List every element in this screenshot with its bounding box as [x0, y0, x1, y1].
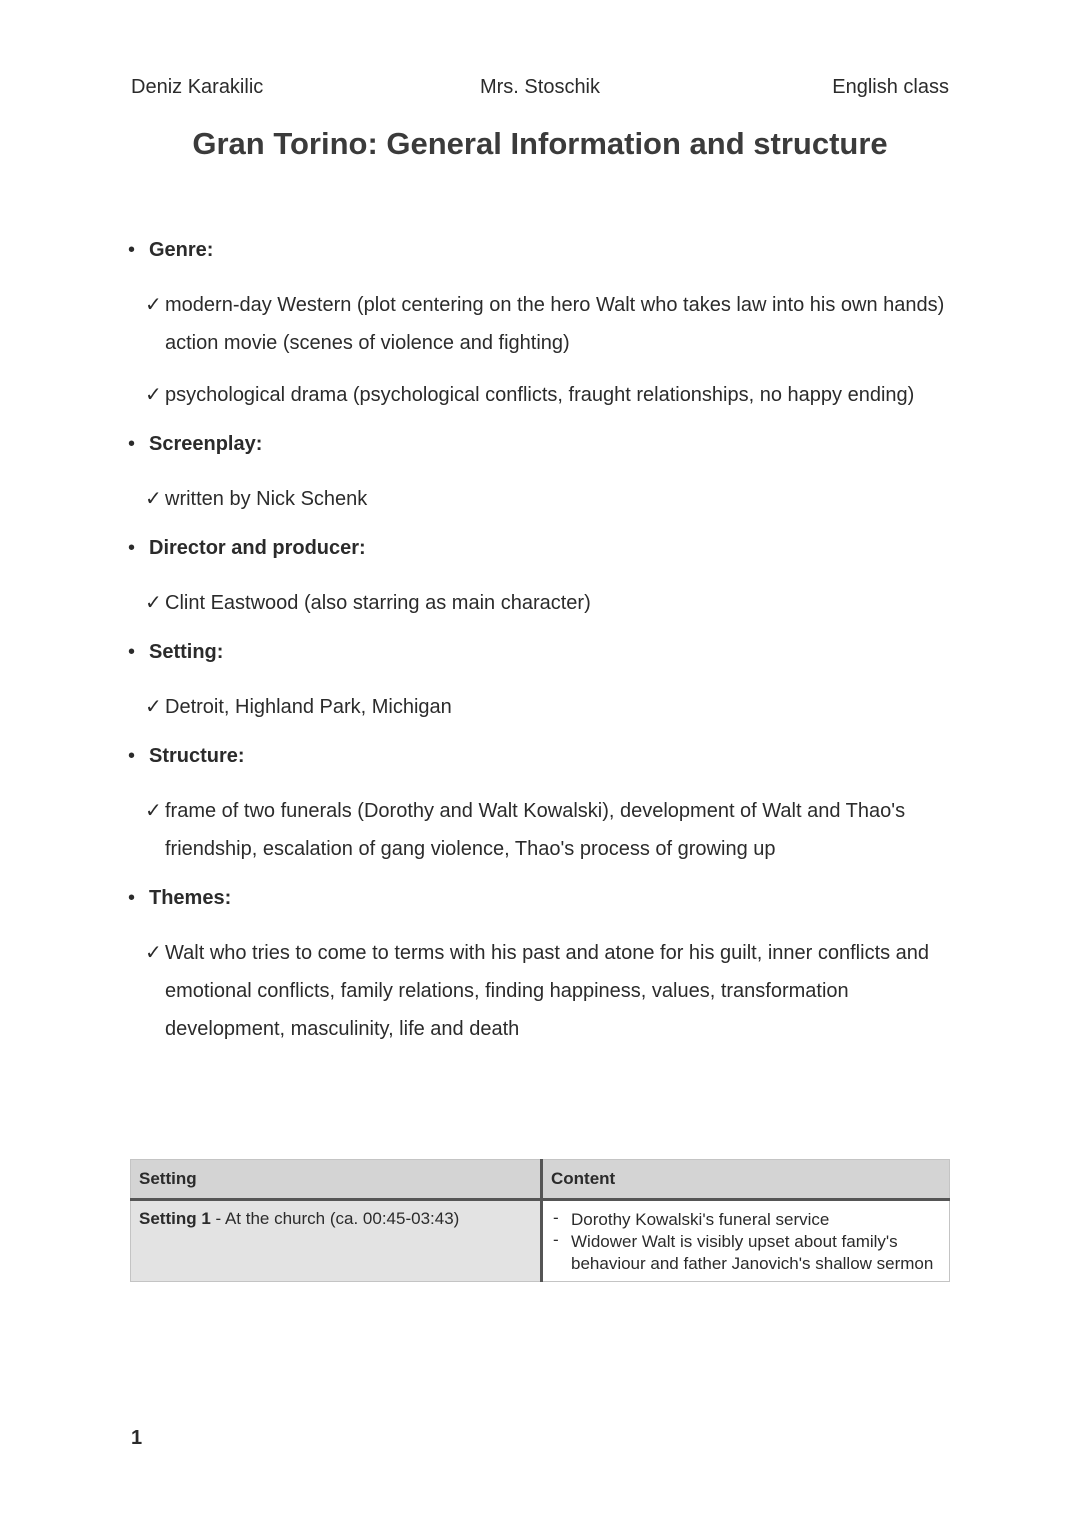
info-sections	[128, 234, 958, 1062]
section-label: Genre:	[149, 239, 214, 261]
section-heading	[128, 740, 958, 772]
section-heading	[128, 636, 958, 668]
page-header	[131, 76, 949, 104]
list-item	[128, 480, 958, 518]
item-text: written by Nick Schenk	[165, 488, 368, 510]
checkmark-icon: ✓	[145, 592, 162, 614]
item-text: modern-day Western (plot centering on the hero Walt who takes law into his own hands) action movie (scenes of violence and fighting)	[165, 294, 945, 354]
section-director	[128, 532, 958, 622]
item-text: psychological drama (psychological conflicts, fraught relationships, no happy ending)	[165, 384, 915, 406]
section-structure	[128, 740, 958, 868]
section-label: Setting:	[149, 641, 224, 663]
section-heading	[128, 234, 958, 266]
bullet-icon: •	[128, 887, 136, 909]
item-text: Clint Eastwood (also starring as main character)	[165, 592, 591, 614]
table-header-row	[131, 1160, 950, 1200]
section-label: Director and producer:	[149, 537, 366, 559]
list-item	[551, 1231, 941, 1275]
section-setting	[128, 636, 958, 726]
list-item	[128, 792, 958, 868]
column-header-content: Content	[542, 1160, 950, 1200]
content-list	[551, 1209, 941, 1275]
setting-label: Setting 1	[139, 1209, 211, 1228]
list-item	[128, 688, 958, 726]
list-item	[128, 934, 958, 1048]
course-name: English class	[832, 76, 949, 98]
checkmark-icon: ✓	[145, 294, 162, 316]
list-item	[128, 584, 958, 622]
column-header-setting: Setting	[131, 1160, 542, 1200]
section-heading	[128, 882, 958, 914]
setting-cell	[131, 1200, 542, 1282]
item-text: frame of two funerals (Dorothy and Walt Kowalski), development of Walt and Thao's friendship, escalation of gang violence, Thao's process of growing up	[165, 800, 906, 860]
list-item	[128, 376, 958, 414]
section-label: Structure:	[149, 745, 245, 767]
teacher-name: Mrs. Stoschik	[479, 76, 601, 98]
checkmark-icon: ✓	[145, 942, 162, 964]
section-heading	[128, 428, 958, 460]
item-text: Walt who tries to come to terms with his past and atone for his guilt, inner conflicts and emotional conflicts, family relations, finding happiness, values, transformation development, masculinity, life and death	[165, 942, 930, 1040]
content-text: Widower Walt is visibly upset about family's behaviour and father Janovich's shallow sermon	[571, 1232, 934, 1273]
dash-icon: -	[553, 1230, 559, 1249]
table-row	[131, 1200, 950, 1282]
checkmark-icon: ✓	[145, 800, 162, 822]
bullet-icon: •	[128, 537, 136, 559]
content-cell	[542, 1200, 950, 1282]
author-name: Deniz Karakilic	[131, 76, 264, 98]
checkmark-icon: ✓	[145, 488, 162, 510]
list-item	[551, 1209, 941, 1231]
section-screenplay	[128, 428, 958, 518]
document-title: Gran Torino: General Information and structure	[192, 126, 888, 161]
item-text: Detroit, Highland Park, Michigan	[165, 696, 452, 718]
page-number: 1	[131, 1427, 143, 1449]
content-text: Dorothy Kowalski's funeral service	[571, 1210, 830, 1229]
settings-table	[130, 1159, 950, 1282]
section-label: Screenplay:	[149, 433, 263, 455]
section-heading	[128, 532, 958, 564]
checkmark-icon: ✓	[145, 696, 162, 718]
bullet-icon: •	[128, 641, 136, 663]
section-label: Themes:	[149, 887, 232, 909]
setting-detail: - At the church (ca. 00:45-03:43)	[210, 1209, 460, 1228]
section-genre	[128, 234, 958, 414]
section-themes	[128, 882, 958, 1048]
list-item	[128, 286, 958, 362]
bullet-icon: •	[128, 433, 136, 455]
dash-icon: -	[553, 1208, 559, 1227]
bullet-icon: •	[128, 239, 136, 261]
checkmark-icon: ✓	[145, 384, 162, 406]
bullet-icon: •	[128, 745, 136, 767]
